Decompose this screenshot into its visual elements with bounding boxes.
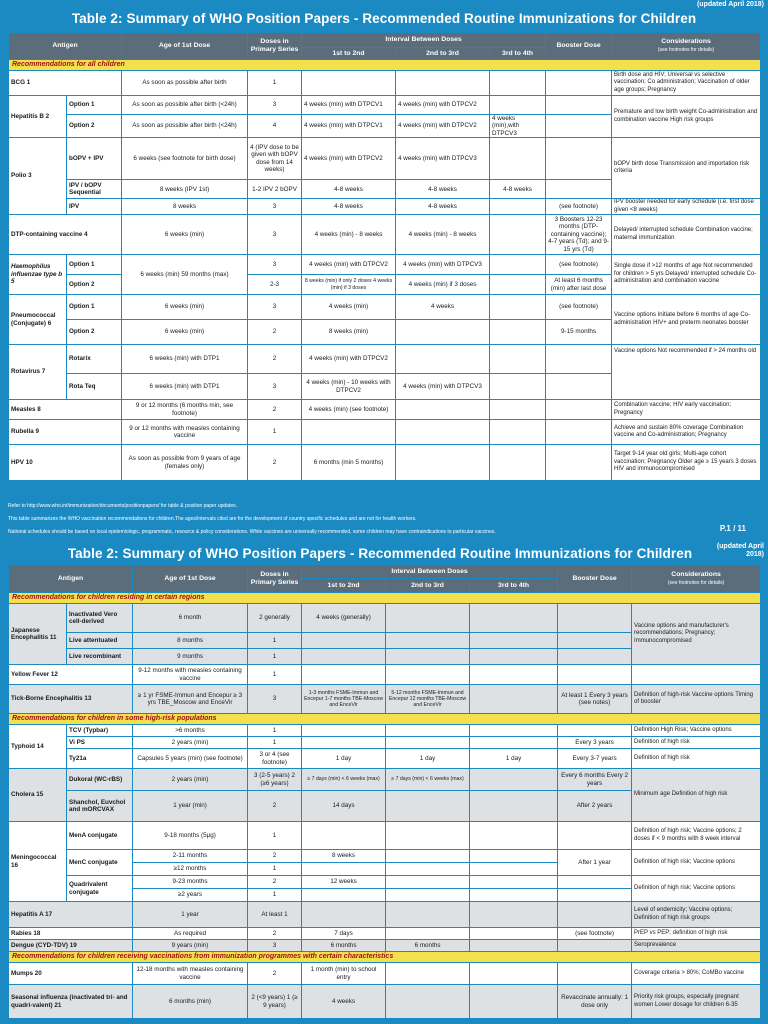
antigen-name: Meningococcal 16: [9, 822, 67, 902]
antigen-name: Haemophilus influenzae type b 5: [9, 255, 67, 295]
antigen-name: Hepatitis A 17: [9, 902, 133, 928]
table-row: Live recombinant 9 months 1: [9, 649, 761, 665]
header-interval: Interval Between Doses: [302, 565, 558, 579]
page-title: Table 2: Summary of WHO Position Papers - Recommended Routine Immunizations for Children: [71, 11, 697, 26]
table-row: Shanchol, Euvchol and mORCVAX 1 year (min) 2 14 days After 2 years: [9, 791, 761, 822]
table-row: BCG 1 As soon as possible after birth 1 Birth dose and HIV; Universal vs selective vaccination; Co administration; Vaccination of older age groups; Pregnancy: [9, 71, 761, 96]
table-row: Polio 3 bOPV + IPV 6 weeks (see footnote for birth dose) 4 (IPV dose to be given with bOPV dose from 14 weeks) 4 weeks (min) with DTPCV2 4 weeks (min) with DTPCV3 bOPV birth dose Transmission and importation risk criteria: [9, 138, 761, 180]
header-2nd-3rd: 2nd to 3rd: [396, 48, 490, 60]
antigen-name: Japanese Encephalitis 11: [9, 604, 67, 665]
header-interval: Interval Between Doses: [302, 33, 546, 48]
table-row: Rabies 18 As required 2 7 days (see footnote) PrEP vs PEP; definition of high risk: [9, 928, 761, 940]
footnote-summary: This table summarizes the WHO vaccination recommendations for children.The ages/intervals cited are for the development of country specific schedules and are not for health workers.: [8, 516, 417, 522]
table-row: Rota Teq 6 weeks (min) with DTP1 3 4 weeks (min) - 10 weeks with DTPCV2 4 weeks (min) with DTPCV3: [9, 374, 761, 400]
section-label: Recommendations for all children: [9, 60, 761, 71]
antigen-name: Pneumococcal (Conjugate) 6: [9, 295, 67, 345]
table-row: Tick-Borne Encephalitis 13 ≥ 1 yr FSME-Immun and Encepur ≥ 3 yrs TBE_Moscow and EnceVir 3 1-3 months FSME-Immun and Encepur 1-7 months TBE-Moscow and EnceVir 5-12 months FSME-Immun and Encepur 12 months TBE-Moscow and EnceVir At least 1 Every 3 years (see notes) Definition of high-risk Vaccine options Timing of booster: [9, 685, 761, 714]
antigen-name: Rotavirus 7: [9, 345, 67, 400]
table-row: Quadrivalent conjugate 9-23 months 2 12 weeks Definition of high risk; Vaccine options: [9, 876, 761, 889]
antigen-name: Measles 8: [9, 400, 122, 420]
antigen-name: Dengue (CYD-TDV) 19: [9, 940, 133, 952]
table-row: MenC conjugate 2-11 months 2 8 weeks After 1 year Definition of high risk; Vaccine options: [9, 850, 761, 863]
header-considerations: Considerations (see footnotes for details): [612, 33, 761, 60]
table-row: Option 2 As soon as possible after birth (<24h) 4 4 weeks (min) with DTPCV1 4 weeks (min) with DTPCV2 4 weeks (min),with DTPCV3: [9, 115, 761, 138]
table-row: IPV / bOPV Sequential 8 weeks (IPV 1st) 1-2 IPV 2 bOPV 4-8 weeks 4-8 weeks 4-8 weeks: [9, 180, 761, 199]
antigen-name: Typhoid 14: [9, 725, 67, 769]
header-2nd-3rd: 2nd to 3rd: [386, 579, 470, 593]
header-age: Age of 1st Dose: [133, 565, 248, 593]
table-row: Meningococcal 16 MenA conjugate 9-18 months (5µg) 1 Definition of high risk; Vaccine options; 2 doses if < 9 months with 8 week interval: [9, 822, 761, 850]
header-considerations: Considerations (see footnotes for details): [632, 565, 761, 593]
table-row: ≥12 months 1: [9, 863, 761, 876]
header-3rd-4th: 3rd to 4th: [490, 48, 546, 60]
table-row: Option 2 6 weeks (min) 2 8 weeks (min) 9-15 months: [9, 320, 761, 345]
header-booster: Booster Dose: [546, 33, 612, 60]
page-2: [0, 542, 768, 1024]
table-row: Mumps 20 12-18 months with measles containing vaccine 2 1 month (min) to school entry Coverage criteria > 80%; CoMBo vaccine: [9, 963, 761, 985]
antigen-name: BCG 1: [9, 71, 122, 96]
footnote-refer: Refer to http://www.who.int/immunization/documents/positionpapers/ for table & position paper updates.: [8, 503, 238, 509]
table-row: Cholera 15 Dukoral (WC-rBS) 2 years (min) 3 (2-5 years) 2 (≥6 years) ≥ 7 days (min) < 6 weeks (max) ≥ 7 days (min) < 6 weeks (max) Every 6 months Every 2 years Minimum age Definition of high risk: [9, 769, 761, 791]
antigen-name: Mumps 20: [9, 963, 133, 985]
header-booster: Booster Dose: [558, 565, 632, 593]
table-row: Japanese Encephalitis 11 Inactivated Vero cell-derived 6 month 2 generally 4 weeks (generally) Vaccine options and manufacturer's recommendations; Pregnancy; Immunocompromised: [9, 604, 761, 633]
antigen-name: DTP-containing vaccine 4: [9, 215, 122, 255]
table-row: Seasonal influenza (inactivated tri- and quadri-valent) 21 6 months (min) 2 (<9 years) 1 (≥ 9 years) 4 weeks Revaccinate annually: 1 dose only Priority risk groups, especially pregnant women Lower dosage for children 6-35: [9, 985, 761, 1019]
immunization-table-page-1: [8, 32, 761, 481]
table-row: HPV 10 As soon as possible from 9 years of age (females only) 2 6 months (min 5 months) Target 9-14 year old girls; Multi-age cohort vaccination; Pregnancy Older age ≥ 15 years 3 doses HIV and immunocompromised: [9, 445, 761, 481]
table-row: Ty21a Capsules 5 years (min) (see footnote) 3 or 4 (see footnote) 1 day 1 day 1 day Every 3-7 years Definition of high risk: [9, 749, 761, 769]
updated-note: (updated April 2018): [716, 543, 764, 558]
table-row: Option 2 2-3 8 weeks (min) if only 2 doses 4 weeks (min) if 3 doses 4 weeks (min) if 3 doses At least 6 months (min) after last dose: [9, 275, 761, 295]
table-row: Dengue (CYD-TDV) 19 9 years (min) 3 6 months 6 months Seroprevalence: [9, 940, 761, 952]
table-row: IPV 8 weeks 3 4-8 weeks 4-8 weeks (see footnote) IPV booster needed for early schedule (i.e. first dose given <8 weeks): [9, 199, 761, 215]
header-doses: Doses in Primary Series: [248, 565, 302, 593]
antigen-name: Seasonal influenza (inactivated tri- and quadri-valent) 21: [9, 985, 133, 1019]
antigen-name: HPV 10: [9, 445, 122, 481]
footnote-national: National schedules should be based on local epidemiologic, programmatic, resource & policy considerations. While vaccines are universally recommended, some children may have contraindications to particular vaccines.: [8, 529, 496, 535]
table-row: Rotavirus 7 Rotarix 6 weeks (min) with DTP1 2 4 weeks (min) with DTPCV2 Vaccine options Not recommended if > 24 months old: [9, 345, 761, 374]
antigen-name: Cholera 15: [9, 769, 67, 822]
table-row: Rubella 9 9 or 12 months with measles containing vaccine 1 Achieve and sustain 80% coverage Combination vaccine and Co-administration; Pregnancy: [9, 420, 761, 445]
header-1st-2nd: 1st to 2nd: [302, 48, 396, 60]
immunization-table-page-2: [8, 564, 761, 1019]
page-title: Table 2: Summary of WHO Position Papers - Recommended Routine Immunizations for Children: [67, 546, 693, 561]
table-row: Hepatitis B 2 Option 1 As soon as possible after birth (<24h) 3 4 weeks (min) with DTPCV1 4 weeks (min) with DTPCV2 Premature and low birth weight Co-administration and combination vaccine High risk groups: [9, 96, 761, 115]
section-label: Recommendations for children in some high-risk populations: [9, 714, 761, 725]
antigen-name: Polio 3: [9, 138, 67, 215]
header-antigen: Antigen: [9, 33, 122, 60]
table-row: DTP-containing vaccine 4 6 weeks (min) 3 4 weeks (min) - 8 weeks 4 weeks (min) - 8 weeks 3 Boosters 12-23 months (DTP-containing vaccine); 4-7 years (Td); and 9-15 yrs (Td) Delayed/ interrupted schedule Combination vaccine; maternal immunization: [9, 215, 761, 255]
page-number: P.1 / 11: [719, 524, 746, 533]
header-antigen: Antigen: [9, 565, 133, 593]
antigen-name: Rabies 18: [9, 928, 133, 940]
table-row: Measles 8 9 or 12 months (6 months min, see footnote) 2 4 weeks (min) (see footnote) Combination vaccine; HIV early vaccination; Pregnancy: [9, 400, 761, 420]
table-row: Yellow Fever 12 9-12 months with measles containing vaccine 1: [9, 665, 761, 685]
header-3rd-4th: 3rd to 4th: [470, 579, 558, 593]
antigen-name: Rubella 9: [9, 420, 122, 445]
header-1st-2nd: 1st to 2nd: [302, 579, 386, 593]
table-row: Typhoid 14 TCV (Typbar) >6 months 1 Definition High Risk; Vaccine options: [9, 725, 761, 737]
table-row: Hepatitis A 17 1 year At least 1 Level of endemicity; Vaccine options; Definition of high risk groups: [9, 902, 761, 928]
table-row: Live attentuated 8 months 1: [9, 633, 761, 649]
updated-note: (updated April 2018): [696, 1, 764, 8]
antigen-name: Hepatitis B 2: [9, 96, 67, 138]
section-label: Recommendations for children receiving vaccinations from immunization programmes with certain characteristics: [9, 952, 761, 963]
table-row: Pneumococcal (Conjugate) 6 Option 1 6 weeks (min) 3 4 weeks (min) 4 weeks (see footnote) Vaccine options Initiate before 6 months of age Co-administration HIV+ and preterm neonates booster: [9, 295, 761, 320]
table-row: Haemophilus influenzae type b 5 Option 1 6 weeks (min) 59 months (max) 3 4 weeks (min) with DTPCV2 4 weeks (min) with DTPCV3 (see footnote) Single dose if >12 months of age Not recommended for children > 5 yrs Delayed/ interrupted schedule Co-administration and combination vaccine: [9, 255, 761, 275]
header-age: Age of 1st Dose: [122, 33, 248, 60]
header-doses: Doses in Primary Series: [248, 33, 302, 60]
section-label: Recommendations for children residing in certain regions: [9, 593, 761, 604]
table-row: Vi PS 2 years (min) 1 Every 3 years Definition of high risk: [9, 737, 761, 749]
table-row: ≥2 years 1: [9, 889, 761, 902]
antigen-name: Yellow Fever 12: [9, 665, 133, 685]
antigen-name: Tick-Borne Encephalitis 13: [9, 685, 133, 714]
